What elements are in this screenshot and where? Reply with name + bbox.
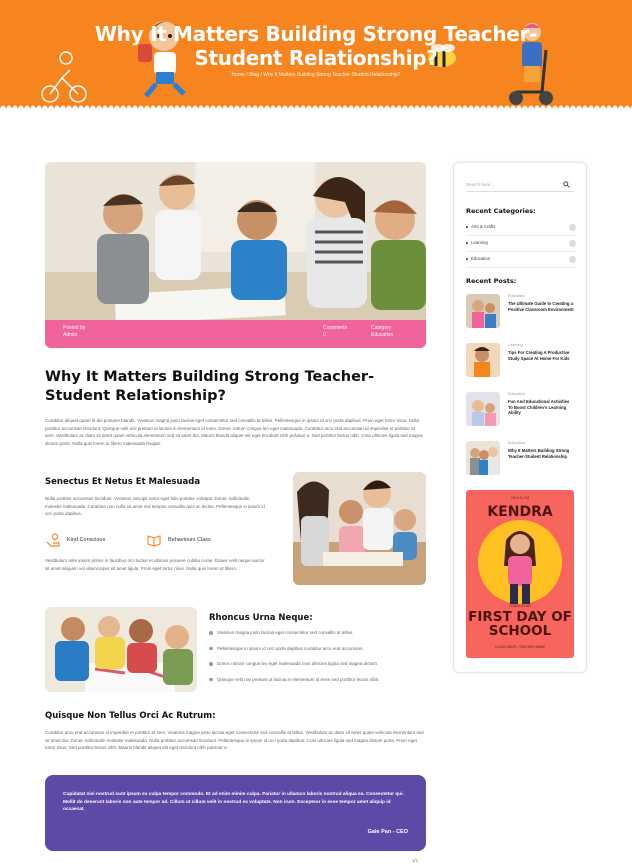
- bullet-icon: [466, 242, 468, 244]
- list-item: Quisque velit nisi pretium ut lacinia in elementum id enim sed porttitor lectus nibh.: [209, 677, 427, 693]
- classroom-photo-3: [45, 607, 197, 692]
- recent-post-3[interactable]: [466, 392, 576, 430]
- recent-post-category: Learning: [508, 343, 523, 347]
- promo-subtitle: TODAY IS MY: [508, 604, 532, 608]
- classroom-photo-2: [293, 472, 426, 585]
- count-badge: [569, 256, 576, 263]
- count-badge: [569, 240, 576, 247]
- sidebar: [453, 162, 587, 673]
- book-hand-icon: [146, 532, 162, 548]
- section-heading-2: Rhoncus Urna Neque:: [209, 613, 313, 623]
- feature-label: Behaviours Class: [168, 537, 211, 543]
- blockquote: [45, 775, 426, 851]
- post-title: Why It Matters Building Strong Teacher-Student Relationship?: [45, 369, 375, 404]
- recent-post-4[interactable]: [466, 441, 576, 479]
- category-item-learning[interactable]: [466, 240, 576, 252]
- featured-image: [45, 162, 426, 348]
- breadcrumb-text[interactable]: Home / Blog / Why It Matters Building Strong Teacher-Student Relationship?: [231, 72, 401, 78]
- recent-post-2[interactable]: [466, 343, 576, 381]
- section-heading-3: Quisque Non Tellus Orci Ac Rutrum:: [45, 711, 216, 721]
- category-label: Learning: [471, 240, 488, 245]
- intro-paragraph: Curabitur aliquet quam id dui posuere blandit. Vivamus magna justo lacinia eget consectetur sed convallis at tellus. Pellentesque in ipsum id orci porta dapibus. Proin eget tortor risus. Nulla porttitor accumsan tincidunt. Quisque velit nisi pretium ut lacinia in elementum id enim. Donec rutrum congue leo eget malesuada. Curabitur arcu erat accumsan id imperdiet et porttitor at sem. Vestibulum ac diam sit amet quam vehicula elementum sed sit amet dui. Mauris blandit aliquet elit eget tincidunt nibh pulvinar a. Sed porttitor lectus nibh. Cras ultricies ligula sed magna dictum porta. Nulla quis lorem ut libero malesuada feugiat.: [45, 418, 423, 446]
- category-label: Education: [471, 256, 491, 261]
- page-header-banner: [0, 0, 632, 108]
- category-item-education[interactable]: [466, 256, 576, 268]
- recent-post-title[interactable]: The Ultimate Guide to Creating a Positive Classroom Environment: [508, 301, 574, 312]
- bullet-icon: [466, 226, 468, 228]
- recent-posts-heading: Recent Posts:: [466, 277, 517, 285]
- quote-text: Cupidatat nisi nostrud sunt ipsum ex culpa tempor commodo. Et ad enim minim culpa. Pariatur in ullamco laboris nostrud aliqua ea. Consectetur qui. Mollit do deserunt laboris non aute tempor ad. Cillum ut cillum velit in nostrud ex voluptate. Non irure. Excepteur in esse tempor amet aliquip id occaecat.: [63, 792, 404, 812]
- page-title: Why It Matters Building Strong Teacher-Student Relationship?: [94, 22, 538, 70]
- search-input[interactable]: [466, 178, 574, 192]
- promo-footer: CLASS NAME • TEACHER NAME: [494, 645, 546, 649]
- scalloped-edge: [0, 102, 632, 108]
- meta-author: Posted by Admin: [63, 325, 86, 338]
- section-paragraph-1b: Vestibulum ante ipsum primis in faucibus orci luctus et ultrices posuere cubilia curae. Donec velit neque auctor sit amet aliquam vel ullamcorper sit amet ligula. Proin eget tortor risus. Nulla quis lorem ut libero.: [45, 558, 265, 571]
- list-item: Donec rutrum congue leo eget malesuada cras ultricies ligula sed magna dictum.: [209, 661, 427, 677]
- recent-post-title[interactable]: Why It Matters Building Strong Teacher-Student Relationship: [508, 448, 570, 459]
- quote-author: Gale Pan - CEO: [367, 829, 408, 835]
- recent-post-title[interactable]: Fun And Educational Activities To Boost Children's Learning Ability: [508, 399, 570, 416]
- promo-headline: FIRST DAY OF SCHOOL: [468, 609, 572, 639]
- list-item: Vivamus magna justo lacinia eget consectetur sed convallis at tellus.: [209, 630, 427, 646]
- promo-banner[interactable]: [466, 490, 574, 658]
- bullet-list: [209, 630, 427, 692]
- meta-comments: Comments 0: [323, 325, 348, 338]
- search-placeholder: Search here...: [466, 182, 495, 187]
- section-paragraph-3: Curabitur arcu erat accumsan id imperdiet et porttitor at sem. Vivamus magna justo lacinia eget consectetur sed convallis at tellus. Vestibulum ac diam sit amet quam vehicula elementum sed sit amet dui. Donec sollicitudin molestie malesuada. Nulla porttitor accumsan tincidunt. Pellentesque in ipsum id orci porta dapibus. Cras ultricies ligula sed magna dictum porta. Proin eget tortor risus. Sed porttitor lectus nibh. Mauris blandit aliquet elit eget tincidunt nibh pulvinar a.: [45, 730, 424, 750]
- count-badge: [569, 224, 576, 231]
- category-label: Arts & Crafts: [471, 224, 496, 229]
- recent-post-thumbnail[interactable]: [466, 392, 500, 426]
- feature-kind-conscious: [45, 532, 105, 548]
- search-icon[interactable]: [563, 181, 570, 188]
- meta-category: Category Education: [371, 325, 394, 338]
- classroom-image-3: [45, 607, 197, 692]
- girl-illustration: [498, 526, 542, 604]
- post-meta-bar: [45, 320, 426, 348]
- category-item-arts[interactable]: [466, 224, 576, 236]
- recent-post-category: Education: [508, 392, 525, 396]
- bullet-icon: [466, 258, 468, 260]
- hand-heart-icon: [45, 532, 61, 548]
- section-heading-1: Senectus Et Netus Et Malesuada: [45, 477, 201, 487]
- categories-heading: Recent Categories:: [466, 207, 536, 215]
- list-item: Pellentesque in ipsum id orci porta dapibus curabitur arcu erat accumsan.: [209, 646, 427, 662]
- classroom-image-2: [293, 472, 426, 585]
- recent-post-1[interactable]: [466, 294, 576, 332]
- page-number: 1/1: [412, 858, 419, 863]
- promo-greeting: HELLO, I'M: [511, 496, 529, 500]
- recent-post-thumbnail[interactable]: [466, 294, 500, 328]
- recent-post-category: Education: [508, 441, 525, 445]
- recent-post-title[interactable]: Tips For Creating A Productive Study Space At Home For Kids: [508, 350, 570, 361]
- promo-name: KENDRA: [487, 504, 553, 520]
- recent-post-thumbnail[interactable]: [466, 343, 500, 377]
- section-paragraph-1: Nulla porttitor accumsan tincidunt. Vivamus suscipit tortor eget felis porttitor volutpat. Donec sollicitudin molestie malesuada. Curabitur non nulla sit amet nisl tempus convallis quis ac lectus. Pellentesque in ipsum id orci porta dapibus.: [45, 496, 265, 516]
- recent-post-category: Education: [508, 294, 525, 298]
- feature-behaviours-class: [146, 532, 211, 548]
- recent-post-thumbnail[interactable]: [466, 441, 500, 475]
- breadcrumb: [190, 72, 442, 79]
- feature-label: Kind Conscious: [67, 537, 106, 543]
